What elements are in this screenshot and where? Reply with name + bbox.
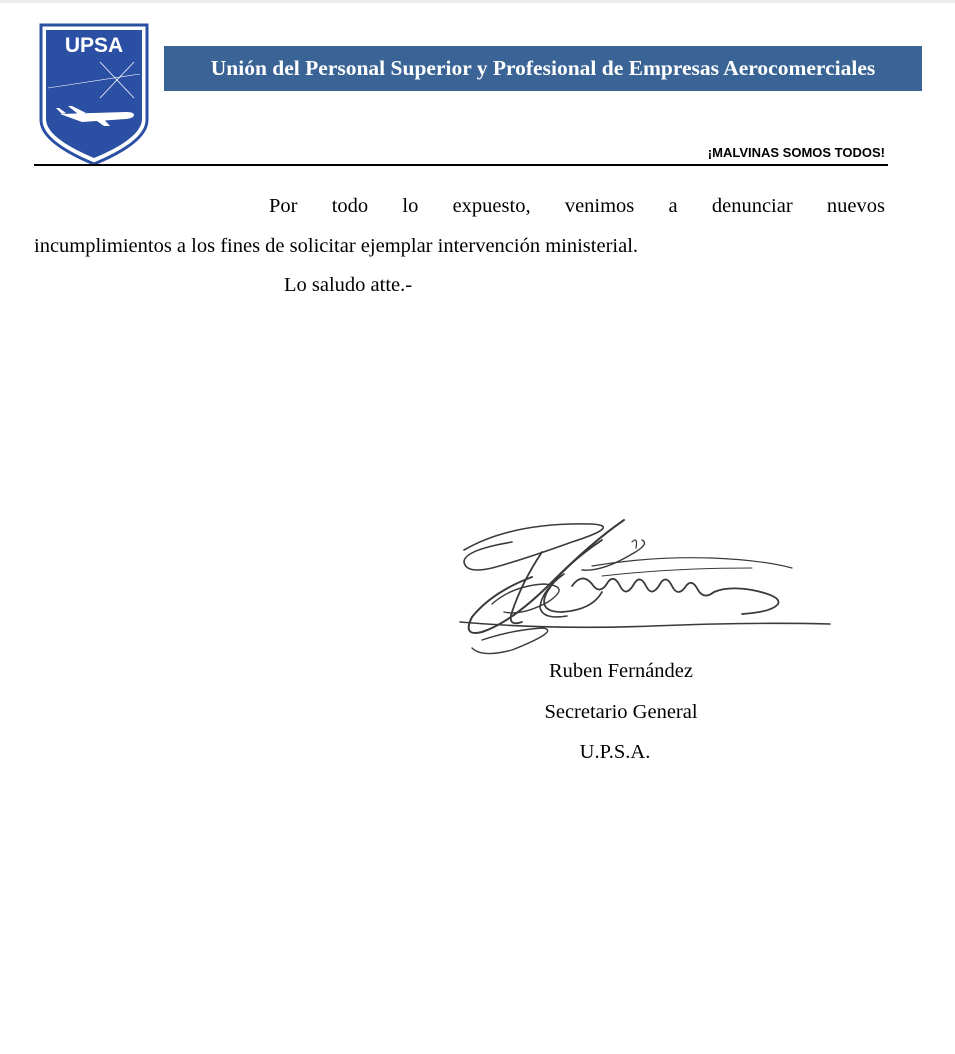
paragraph-line-2: incumplimientos a los fines de solicitar ejemplar intervención ministerial.	[34, 235, 639, 257]
signatory-title-text: Secretario General	[544, 701, 698, 723]
top-border	[0, 0, 955, 3]
logo-text: UPSA	[64, 34, 124, 57]
organization-name: Unión del Personal Superior y Profesional de Empresas Aerocomerciales	[210, 56, 876, 80]
header-divider	[34, 164, 888, 166]
signatory-name-text: Ruben Fernández	[548, 660, 694, 682]
organization-title-bar	[164, 46, 922, 91]
handwritten-signature	[452, 512, 842, 662]
upsa-logo	[38, 22, 150, 166]
closing-greeting: Lo saludo atte.-	[284, 274, 413, 296]
paragraph-line-1: Por todo lo expuesto, venimos a denunciar nuevos	[269, 195, 885, 217]
signatory-organization-text: U.P.S.A.	[579, 741, 651, 763]
slogan: ¡MALVINAS SOMOS TODOS!	[707, 145, 885, 160]
